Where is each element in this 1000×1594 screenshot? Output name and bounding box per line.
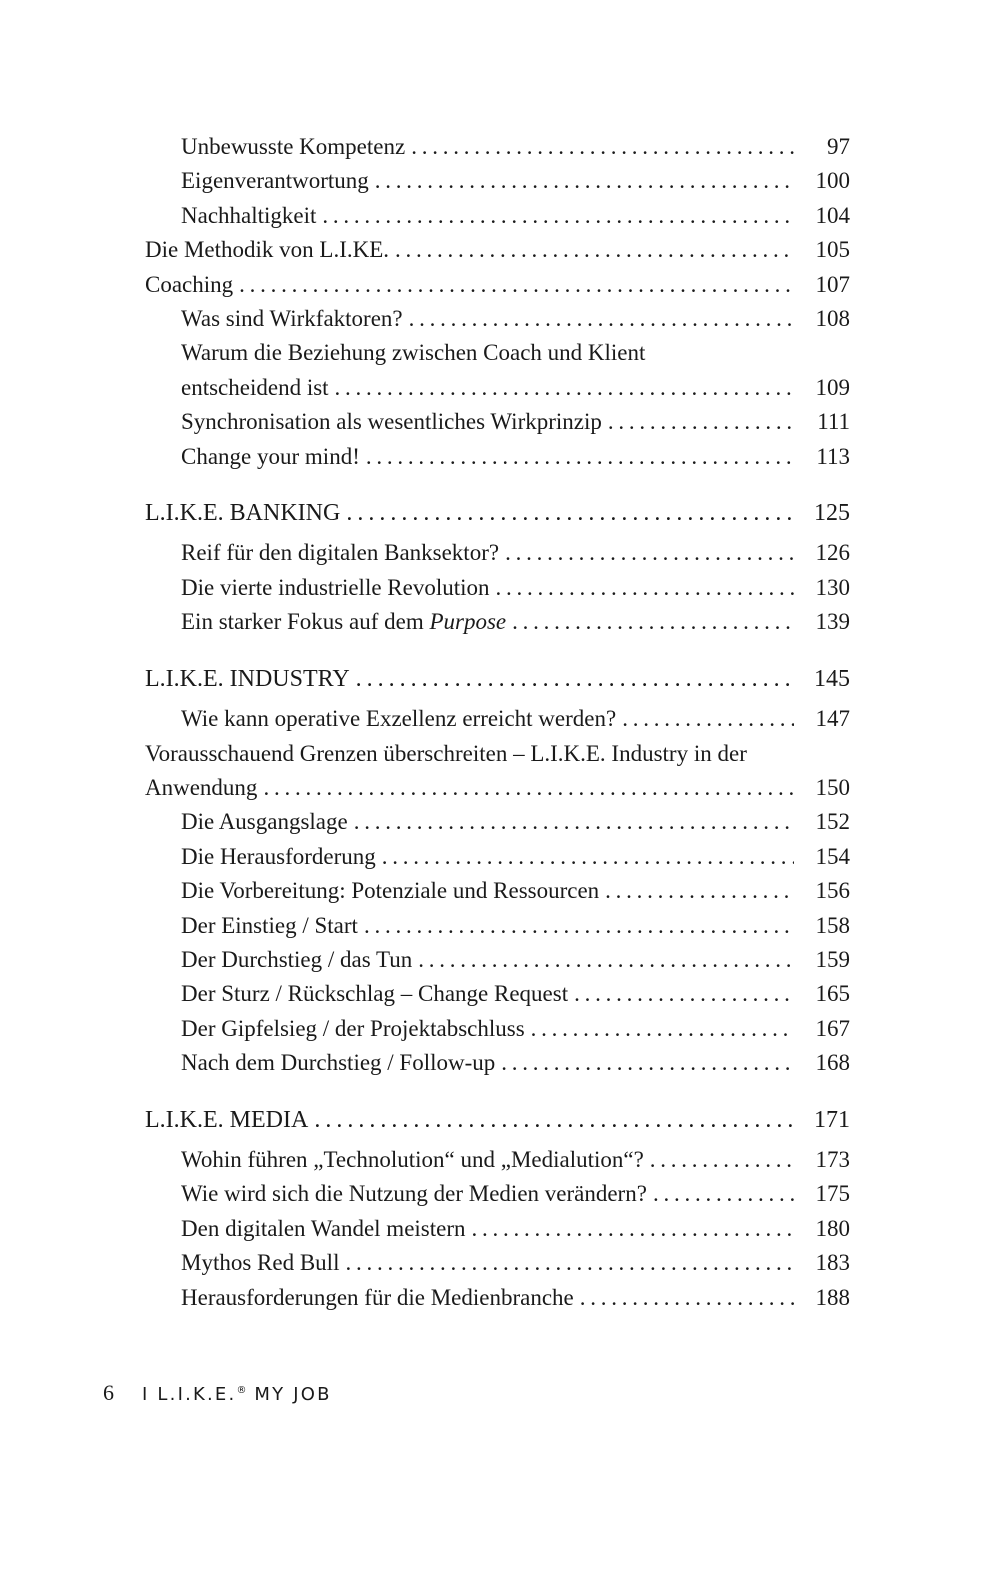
dot-leader (375, 164, 794, 198)
toc-entry-label: Was sind Wirkfaktoren? (181, 306, 403, 332)
dot-leader (356, 662, 794, 696)
toc-entry-page: 150 (815, 774, 850, 800)
dot-leader (409, 302, 794, 336)
toc-entry[interactable] (145, 1046, 850, 1080)
toc-entry[interactable] (145, 268, 850, 302)
toc-entry[interactable] (145, 571, 850, 605)
toc-entry-page: 168 (815, 1050, 850, 1076)
toc-entry[interactable] (145, 874, 850, 908)
dot-leader (650, 1143, 794, 1177)
toc-chapter[interactable] (145, 496, 850, 530)
toc-entry-label: Wie wird sich die Nutzung der Medien verändern? (181, 1181, 647, 1207)
toc-entry-label: Mythos Red Bull (181, 1250, 340, 1276)
toc-entry[interactable] (145, 771, 850, 805)
toc-entry[interactable] (145, 1177, 850, 1211)
dot-leader (653, 1177, 794, 1211)
toc-entry-page: 97 (827, 134, 850, 159)
dot-leader (580, 1281, 794, 1315)
toc-entry-label: Unbewusste Kompetenz (181, 134, 406, 159)
dot-leader (346, 496, 794, 530)
toc-entry-label: Eigenverantwortung (181, 168, 369, 194)
dot-leader (512, 605, 794, 639)
toc-entry-label: Wohin führen „Technolution“ und „Medialution“? (181, 1146, 644, 1172)
toc-entry[interactable] (145, 130, 850, 164)
dot-leader (531, 1012, 794, 1046)
toc-entry-label: Reif für den digitalen Banksektor? (181, 540, 500, 566)
dot-leader (411, 130, 794, 164)
toc-chapter-label: L.I.K.E. BANKING (145, 500, 341, 527)
toc-entry-label: Herausforderungen für die Medienbranche (181, 1284, 574, 1310)
dot-leader (501, 1046, 794, 1080)
toc-entry-page: 159 (815, 946, 850, 972)
dot-leader (354, 805, 794, 839)
toc-entry[interactable] (145, 199, 850, 233)
toc-entry[interactable] (145, 909, 850, 943)
toc-entry-label: Der Einstieg / Start (181, 912, 358, 938)
toc-entry[interactable] (145, 1012, 850, 1046)
dot-leader (395, 233, 794, 267)
registered-mark: ® (236, 1385, 247, 1396)
page-footer (103, 1380, 332, 1406)
toc-entry[interactable] (145, 164, 850, 198)
toc-entry-page: 154 (815, 843, 850, 869)
toc-entry-label: Den digitalen Wandel meistern (181, 1215, 466, 1241)
dot-leader (418, 943, 794, 977)
toc-entry[interactable] (145, 840, 850, 874)
toc-entry-label-line1: Warum die Beziehung zwischen Coach und Klient (181, 340, 646, 366)
toc-entry-page: 105 (815, 237, 850, 263)
table-of-contents (145, 130, 850, 1315)
toc-entry-page: 113 (816, 443, 850, 469)
dot-leader (314, 1103, 794, 1137)
dot-leader (382, 840, 794, 874)
toc-entry-page: 180 (815, 1215, 850, 1241)
toc-entry-label: Die Vorbereitung: Potenziale und Ressourcen (181, 878, 600, 904)
toc-entry[interactable] (145, 977, 850, 1011)
running-title-text: I L.I.K.E. (142, 1384, 237, 1405)
toc-entry-page: 130 (815, 574, 850, 600)
toc-entry-label: Der Gipfelsieg / der Projektabschluss (181, 1015, 525, 1041)
toc-entry-page: 183 (815, 1250, 850, 1276)
toc-entry[interactable] (145, 371, 850, 405)
toc-entry[interactable] (145, 605, 850, 639)
toc-entry[interactable] (145, 1246, 850, 1280)
toc-chapter[interactable] (145, 662, 850, 696)
toc-entry-label-italic: Purpose (429, 609, 507, 635)
toc-entry-page: 156 (815, 878, 850, 904)
toc-entry-page: 173 (815, 1146, 850, 1172)
toc-entry[interactable] (145, 1212, 850, 1246)
dot-leader (322, 199, 794, 233)
toc-entry-label: Der Durchstieg / das Tun (181, 946, 413, 972)
toc-entry-page: 100 (815, 168, 850, 194)
toc-entry[interactable] (145, 805, 850, 839)
toc-entry[interactable] (145, 1281, 850, 1315)
toc-chapter[interactable] (145, 1103, 850, 1137)
toc-chapter-label: L.I.K.E. INDUSTRY (145, 665, 350, 692)
toc-entry-label: Anwendung (145, 774, 258, 800)
dot-leader (345, 1246, 794, 1280)
toc-chapter-page: 125 (814, 500, 850, 527)
dot-leader (364, 909, 794, 943)
toc-entry[interactable] (145, 233, 850, 267)
toc-entry-page: 147 (815, 706, 850, 732)
toc-entry-label: Die vierte industrielle Revolution (181, 574, 490, 600)
toc-entry-label: Wie kann operative Exzellenz erreicht werden? (181, 706, 617, 732)
toc-entry-page: 139 (815, 609, 850, 635)
toc-entry-label: Change your mind! (181, 443, 360, 469)
toc-entry-page: 165 (815, 981, 850, 1007)
toc-entry-label: Synchronisation als wesentliches Wirkprinzip (181, 409, 602, 435)
toc-entry-label-line1: Vorausschauend Grenzen überschreiten – L.I.K.E. Industry in der (145, 740, 747, 766)
toc-entry-page: 152 (815, 809, 850, 835)
toc-chapter-page: 145 (814, 665, 850, 692)
dot-leader (608, 405, 794, 439)
toc-entry[interactable] (145, 702, 850, 736)
toc-entry-page: 109 (815, 374, 850, 400)
toc-entry-label: Nach dem Durchstieg / Follow-up (181, 1050, 496, 1076)
dot-leader (366, 440, 794, 474)
dot-leader (496, 571, 794, 605)
dot-leader (505, 536, 794, 570)
toc-entry-label: Nachhaltigkeit (181, 202, 317, 228)
toc-entry[interactable] (145, 302, 850, 336)
page-number: 6 (103, 1380, 114, 1405)
toc-entry-page: 158 (815, 912, 850, 938)
dot-leader (239, 268, 794, 302)
toc-entry[interactable] (145, 440, 850, 474)
running-title-suffix: MY JOB (246, 1384, 332, 1405)
toc-entry-page: 167 (815, 1015, 850, 1041)
toc-entry-label-text: Ein starker Fokus auf dem (181, 609, 430, 635)
toc-entry-page: 188 (815, 1284, 850, 1310)
toc-entry-label: entscheidend ist (181, 374, 329, 400)
toc-entry[interactable] (145, 405, 850, 439)
toc-chapter-page: 171 (814, 1106, 850, 1133)
toc-entry-label: Die Herausforderung (181, 843, 376, 869)
dot-leader (263, 771, 794, 805)
toc-entry-label: Die Ausgangslage (181, 809, 348, 835)
dot-leader (605, 874, 794, 908)
toc-entry-page: 107 (815, 271, 850, 297)
toc-entry-page: 126 (815, 540, 850, 566)
toc-entry-label (181, 605, 506, 639)
toc-entry-page: 175 (815, 1181, 850, 1207)
toc-entry[interactable] (145, 1143, 850, 1177)
toc-chapter-label: L.I.K.E. MEDIA (145, 1106, 309, 1133)
toc-entry[interactable] (145, 536, 850, 570)
running-title (142, 1384, 332, 1405)
toc-entry-label: Die Methodik von L.I.KE. (145, 237, 390, 263)
toc-entry-label: Coaching (145, 271, 234, 297)
toc-entry-page: 111 (817, 409, 850, 435)
dot-leader (335, 371, 794, 405)
dot-leader (574, 977, 794, 1011)
dot-leader (622, 702, 794, 736)
toc-entry-page: 104 (815, 202, 850, 228)
toc-entry-label: Der Sturz / Rückschlag – Change Request (181, 981, 569, 1007)
dot-leader (472, 1212, 794, 1246)
toc-entry[interactable] (145, 943, 850, 977)
toc-entry-page: 108 (815, 306, 850, 332)
